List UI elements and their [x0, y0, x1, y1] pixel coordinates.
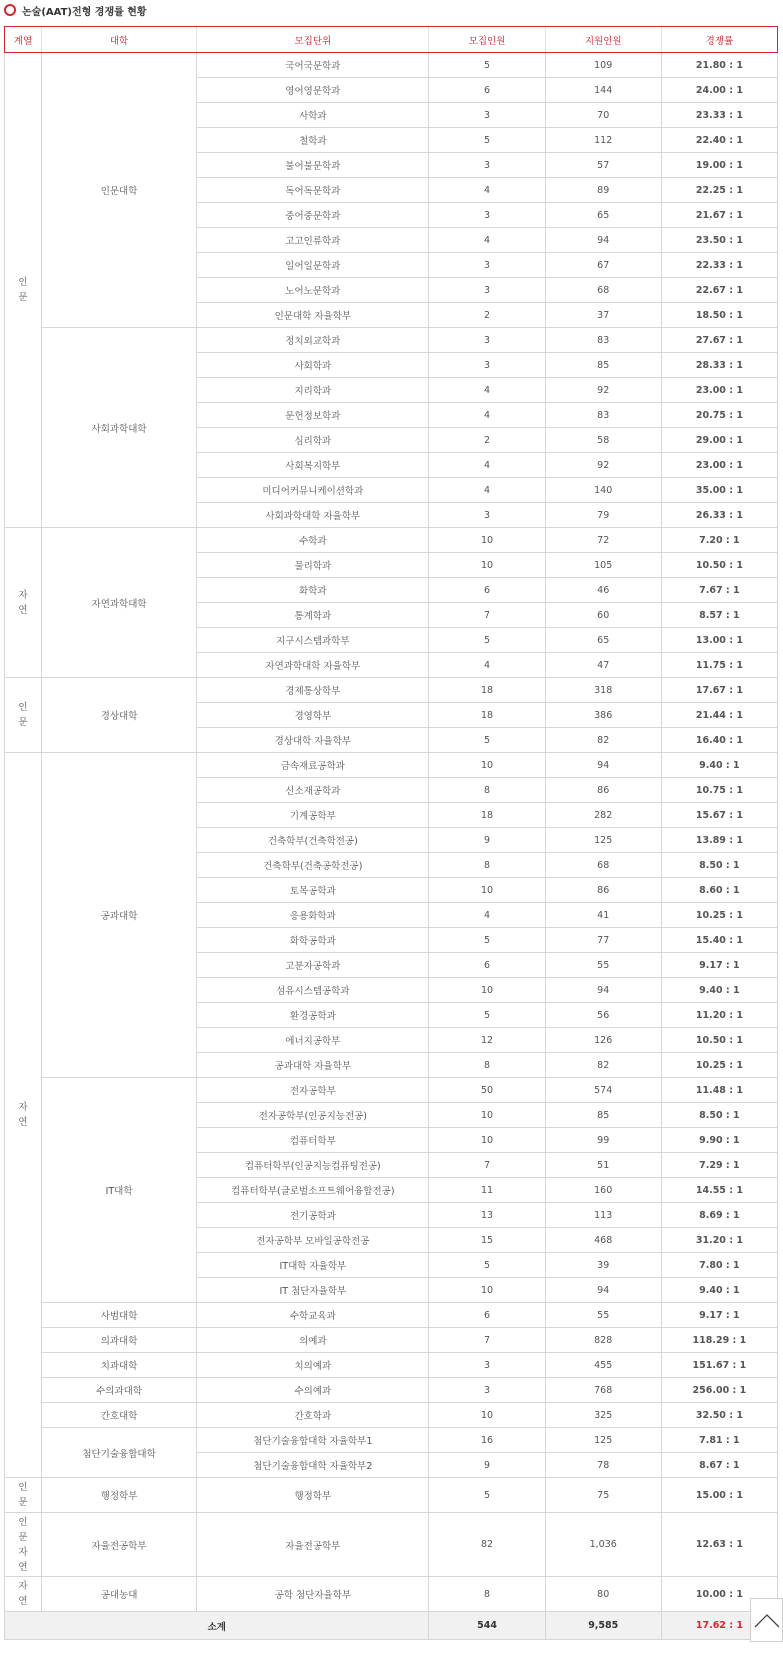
ratio-cell: 23.00 : 1	[661, 453, 777, 478]
unit-cell: 미디어커뮤니케이션학과	[197, 478, 429, 503]
unit-cell: 응용화학과	[197, 903, 429, 928]
table-row	[5, 1513, 778, 1577]
applicants-cell: 468	[545, 1228, 661, 1253]
unit-cell: 사회복지학부	[197, 453, 429, 478]
ratio-cell: 9.17 : 1	[661, 953, 777, 978]
unit-cell: 신소재공학과	[197, 778, 429, 803]
column-header-ratio: 경쟁률	[661, 27, 777, 53]
unit-cell: 에너지공학부	[197, 1028, 429, 1053]
table-row	[5, 753, 778, 778]
unit-cell: 화학공학과	[197, 928, 429, 953]
applicants-cell: 94	[545, 753, 661, 778]
applicants-cell: 99	[545, 1128, 661, 1153]
unit-cell: 영어영문학과	[197, 78, 429, 103]
quota-cell: 10	[429, 1128, 545, 1153]
column-header-applicants: 지원인원	[545, 27, 661, 53]
applicants-cell: 85	[545, 353, 661, 378]
quota-cell: 4	[429, 403, 545, 428]
applicants-cell: 89	[545, 178, 661, 203]
ratio-cell: 17.67 : 1	[661, 678, 777, 703]
applicants-cell: 51	[545, 1153, 661, 1178]
quota-cell: 8	[429, 778, 545, 803]
quota-cell: 6	[429, 78, 545, 103]
unit-cell: 건축학부(건축학전공)	[197, 828, 429, 853]
college-cell: 자율전공학부	[41, 1513, 196, 1577]
ratio-cell: 8.60 : 1	[661, 878, 777, 903]
quota-cell: 4	[429, 478, 545, 503]
ratio-cell: 22.33 : 1	[661, 253, 777, 278]
quota-cell: 50	[429, 1078, 545, 1103]
ratio-cell: 23.33 : 1	[661, 103, 777, 128]
ratio-cell: 26.33 : 1	[661, 503, 777, 528]
bullet-circle-icon	[4, 4, 16, 16]
ratio-cell: 23.00 : 1	[661, 378, 777, 403]
ratio-cell: 8.50 : 1	[661, 1103, 777, 1128]
applicants-cell: 57	[545, 153, 661, 178]
unit-cell: 사회학과	[197, 353, 429, 378]
applicants-cell: 82	[545, 1053, 661, 1078]
quota-cell: 11	[429, 1178, 545, 1203]
unit-cell: 행정학부	[197, 1478, 429, 1513]
ratio-cell: 10.25 : 1	[661, 903, 777, 928]
column-header-unit: 모집단위	[197, 27, 429, 53]
quota-cell: 10	[429, 978, 545, 1003]
college-cell: 행정학부	[41, 1478, 196, 1513]
quota-cell: 16	[429, 1428, 545, 1453]
quota-cell: 6	[429, 578, 545, 603]
unit-cell: 고고인류학과	[197, 228, 429, 253]
unit-cell: 중어중문학과	[197, 203, 429, 228]
category-cell: 자 연	[5, 528, 42, 678]
ratio-cell: 10.00 : 1	[661, 1577, 777, 1612]
applicants-cell: 144	[545, 78, 661, 103]
ratio-cell: 21.80 : 1	[661, 53, 777, 78]
unit-cell: 수의예과	[197, 1378, 429, 1403]
unit-cell: 국어국문학과	[197, 53, 429, 78]
total-label: 소계	[5, 1612, 429, 1640]
category-cell: 자 연	[5, 753, 42, 1478]
unit-cell: 컴퓨터학부	[197, 1128, 429, 1153]
ratio-cell: 19.00 : 1	[661, 153, 777, 178]
quota-cell: 7	[429, 603, 545, 628]
unit-cell: 정치외교학과	[197, 328, 429, 353]
unit-cell: IT 첨단자율학부	[197, 1278, 429, 1303]
competition-table	[4, 26, 778, 1640]
unit-cell: 사회과학대학 자율학부	[197, 503, 429, 528]
applicants-cell: 82	[545, 728, 661, 753]
quota-cell: 13	[429, 1203, 545, 1228]
applicants-cell: 574	[545, 1078, 661, 1103]
ratio-cell: 31.20 : 1	[661, 1228, 777, 1253]
ratio-cell: 10.50 : 1	[661, 1028, 777, 1053]
unit-cell: 지리학과	[197, 378, 429, 403]
applicants-cell: 68	[545, 853, 661, 878]
quota-cell: 2	[429, 428, 545, 453]
unit-cell: 건축학부(건축공학전공)	[197, 853, 429, 878]
quota-cell: 2	[429, 303, 545, 328]
quota-cell: 5	[429, 1253, 545, 1278]
ratio-cell: 11.20 : 1	[661, 1003, 777, 1028]
ratio-cell: 14.55 : 1	[661, 1178, 777, 1203]
quota-cell: 7	[429, 1153, 545, 1178]
quota-cell: 8	[429, 853, 545, 878]
college-cell: 공과대학	[41, 753, 196, 1078]
ratio-cell: 13.89 : 1	[661, 828, 777, 853]
applicants-cell: 86	[545, 878, 661, 903]
unit-cell: 화학과	[197, 578, 429, 603]
ratio-cell: 10.50 : 1	[661, 553, 777, 578]
quota-cell: 5	[429, 128, 545, 153]
quota-cell: 10	[429, 1403, 545, 1428]
ratio-cell: 8.50 : 1	[661, 853, 777, 878]
chevron-up-icon	[752, 1610, 782, 1630]
applicants-cell: 125	[545, 1428, 661, 1453]
ratio-cell: 9.40 : 1	[661, 753, 777, 778]
quota-cell: 3	[429, 278, 545, 303]
applicants-cell: 113	[545, 1203, 661, 1228]
ratio-cell: 256.00 : 1	[661, 1378, 777, 1403]
quota-cell: 82	[429, 1513, 545, 1577]
college-cell: 사범대학	[41, 1303, 196, 1328]
applicants-cell: 140	[545, 478, 661, 503]
quota-cell: 6	[429, 953, 545, 978]
quota-cell: 18	[429, 678, 545, 703]
quota-cell: 8	[429, 1577, 545, 1612]
quota-cell: 3	[429, 253, 545, 278]
table-row	[5, 1303, 778, 1328]
quota-cell: 9	[429, 828, 545, 853]
unit-cell: 문헌정보학과	[197, 403, 429, 428]
ratio-cell: 28.33 : 1	[661, 353, 777, 378]
total-applicants: 9,585	[545, 1612, 661, 1640]
column-header-quota: 모집인원	[429, 27, 545, 53]
quota-cell: 3	[429, 353, 545, 378]
ratio-cell: 151.67 : 1	[661, 1353, 777, 1378]
ratio-cell: 22.25 : 1	[661, 178, 777, 203]
ratio-cell: 8.67 : 1	[661, 1453, 777, 1478]
ratio-cell: 18.50 : 1	[661, 303, 777, 328]
unit-cell: 불어불문학과	[197, 153, 429, 178]
category-cell: 인 문	[5, 1478, 42, 1513]
applicants-cell: 94	[545, 1278, 661, 1303]
applicants-cell: 94	[545, 978, 661, 1003]
applicants-cell: 92	[545, 378, 661, 403]
ratio-cell: 9.40 : 1	[661, 1278, 777, 1303]
applicants-cell: 160	[545, 1178, 661, 1203]
applicants-cell: 67	[545, 253, 661, 278]
unit-cell: 경영학부	[197, 703, 429, 728]
unit-cell: 자율전공학부	[197, 1513, 429, 1577]
quota-cell: 10	[429, 553, 545, 578]
unit-cell: 심리학과	[197, 428, 429, 453]
applicants-cell: 70	[545, 103, 661, 128]
unit-cell: 인문대학 자율학부	[197, 303, 429, 328]
table-row	[5, 1328, 778, 1353]
ratio-cell: 118.29 : 1	[661, 1328, 777, 1353]
ratio-cell: 22.67 : 1	[661, 278, 777, 303]
applicants-cell: 112	[545, 128, 661, 153]
unit-cell: 공과대학 자율학부	[197, 1053, 429, 1078]
quota-cell: 9	[429, 1453, 545, 1478]
applicants-cell: 1,036	[545, 1513, 661, 1577]
total-ratio: 17.62 : 1	[661, 1612, 777, 1640]
unit-cell: 섬유시스템공학과	[197, 978, 429, 1003]
unit-cell: 경상대학 자율학부	[197, 728, 429, 753]
quota-cell: 5	[429, 1003, 545, 1028]
ratio-cell: 29.00 : 1	[661, 428, 777, 453]
college-cell: 첨단기술융합대학	[41, 1428, 196, 1478]
applicants-cell: 126	[545, 1028, 661, 1053]
unit-cell: 치의예과	[197, 1353, 429, 1378]
quota-cell: 7	[429, 1328, 545, 1353]
unit-cell: 노어노문학과	[197, 278, 429, 303]
applicants-cell: 72	[545, 528, 661, 553]
unit-cell: 지구시스템과학부	[197, 628, 429, 653]
unit-cell: 수학과	[197, 528, 429, 553]
applicants-cell: 55	[545, 953, 661, 978]
ratio-cell: 10.25 : 1	[661, 1053, 777, 1078]
quota-cell: 5	[429, 1478, 545, 1513]
applicants-cell: 47	[545, 653, 661, 678]
unit-cell: 환경공학과	[197, 1003, 429, 1028]
ratio-cell: 15.67 : 1	[661, 803, 777, 828]
scroll-to-top-button[interactable]	[750, 1598, 783, 1642]
applicants-cell: 77	[545, 928, 661, 953]
applicants-cell: 828	[545, 1328, 661, 1353]
table-header-row	[5, 27, 778, 53]
applicants-cell: 318	[545, 678, 661, 703]
ratio-cell: 7.67 : 1	[661, 578, 777, 603]
unit-cell: 일어일문학과	[197, 253, 429, 278]
ratio-cell: 7.80 : 1	[661, 1253, 777, 1278]
college-cell: 치과대학	[41, 1353, 196, 1378]
unit-cell: 수학교육과	[197, 1303, 429, 1328]
table-row	[5, 678, 778, 703]
applicants-cell: 455	[545, 1353, 661, 1378]
applicants-cell: 56	[545, 1003, 661, 1028]
unit-cell: 독어독문학과	[197, 178, 429, 203]
applicants-cell: 68	[545, 278, 661, 303]
unit-cell: 토목공학과	[197, 878, 429, 903]
applicants-cell: 75	[545, 1478, 661, 1513]
college-cell: 자연과학대학	[41, 528, 196, 678]
applicants-cell: 65	[545, 628, 661, 653]
quota-cell: 3	[429, 1353, 545, 1378]
college-cell: 사회과학대학	[41, 328, 196, 528]
table-row	[5, 328, 778, 353]
unit-cell: 철학과	[197, 128, 429, 153]
applicants-cell: 85	[545, 1103, 661, 1128]
applicants-cell: 109	[545, 53, 661, 78]
quota-cell: 5	[429, 928, 545, 953]
unit-cell: 간호학과	[197, 1403, 429, 1428]
ratio-cell: 21.44 : 1	[661, 703, 777, 728]
category-cell: 인 문 자 연	[5, 1513, 42, 1577]
applicants-cell: 80	[545, 1577, 661, 1612]
applicants-cell: 92	[545, 453, 661, 478]
unit-cell: 첨단기술융합대학 자율학부1	[197, 1428, 429, 1453]
quota-cell: 5	[429, 728, 545, 753]
ratio-cell: 22.40 : 1	[661, 128, 777, 153]
unit-cell: IT대학 자율학부	[197, 1253, 429, 1278]
quota-cell: 6	[429, 1303, 545, 1328]
college-cell: 공대농대	[41, 1577, 196, 1612]
applicants-cell: 386	[545, 703, 661, 728]
college-cell: 인문대학	[41, 53, 196, 328]
table-body	[5, 53, 778, 1612]
ratio-cell: 10.75 : 1	[661, 778, 777, 803]
quota-cell: 18	[429, 703, 545, 728]
unit-cell: 금속재료공학과	[197, 753, 429, 778]
quota-cell: 10	[429, 753, 545, 778]
ratio-cell: 32.50 : 1	[661, 1403, 777, 1428]
quota-cell: 18	[429, 803, 545, 828]
unit-cell: 자연과학대학 자율학부	[197, 653, 429, 678]
applicants-cell: 41	[545, 903, 661, 928]
college-cell: IT대학	[41, 1078, 196, 1303]
applicants-cell: 78	[545, 1453, 661, 1478]
quota-cell: 4	[429, 653, 545, 678]
ratio-cell: 13.00 : 1	[661, 628, 777, 653]
table-row	[5, 1378, 778, 1403]
section-title-text: 논술(AAT)전형 경쟁률 현황	[22, 6, 147, 18]
quota-cell: 5	[429, 53, 545, 78]
quota-cell: 4	[429, 903, 545, 928]
quota-cell: 5	[429, 628, 545, 653]
applicants-cell: 86	[545, 778, 661, 803]
ratio-cell: 24.00 : 1	[661, 78, 777, 103]
applicants-cell: 60	[545, 603, 661, 628]
ratio-cell: 7.29 : 1	[661, 1153, 777, 1178]
unit-cell: 전자공학부(인공지능전공)	[197, 1103, 429, 1128]
ratio-cell: 9.90 : 1	[661, 1128, 777, 1153]
table-row	[5, 528, 778, 553]
quota-cell: 4	[429, 378, 545, 403]
ratio-cell: 9.17 : 1	[661, 1303, 777, 1328]
unit-cell: 컴퓨터학부(글로벌소프트웨어융합전공)	[197, 1178, 429, 1203]
applicants-cell: 55	[545, 1303, 661, 1328]
table-row	[5, 1353, 778, 1378]
ratio-cell: 15.00 : 1	[661, 1478, 777, 1513]
applicants-cell: 768	[545, 1378, 661, 1403]
total-quota: 544	[429, 1612, 545, 1640]
quota-cell: 3	[429, 203, 545, 228]
ratio-cell: 7.20 : 1	[661, 528, 777, 553]
applicants-cell: 65	[545, 203, 661, 228]
unit-cell: 전기공학과	[197, 1203, 429, 1228]
applicants-cell: 83	[545, 328, 661, 353]
quota-cell: 10	[429, 878, 545, 903]
applicants-cell: 282	[545, 803, 661, 828]
ratio-cell: 8.57 : 1	[661, 603, 777, 628]
ratio-cell: 27.67 : 1	[661, 328, 777, 353]
quota-cell: 3	[429, 503, 545, 528]
quota-cell: 15	[429, 1228, 545, 1253]
applicants-cell: 39	[545, 1253, 661, 1278]
ratio-cell: 35.00 : 1	[661, 478, 777, 503]
quota-cell: 3	[429, 103, 545, 128]
applicants-cell: 105	[545, 553, 661, 578]
ratio-cell: 7.81 : 1	[661, 1428, 777, 1453]
total-row	[5, 1612, 778, 1640]
section-title	[4, 2, 147, 18]
quota-cell: 4	[429, 228, 545, 253]
category-cell: 인 문	[5, 53, 42, 528]
quota-cell: 10	[429, 1278, 545, 1303]
quota-cell: 12	[429, 1028, 545, 1053]
unit-cell: 사학과	[197, 103, 429, 128]
applicants-cell: 58	[545, 428, 661, 453]
ratio-cell: 23.50 : 1	[661, 228, 777, 253]
applicants-cell: 46	[545, 578, 661, 603]
unit-cell: 기계공학부	[197, 803, 429, 828]
applicants-cell: 125	[545, 828, 661, 853]
applicants-cell: 325	[545, 1403, 661, 1428]
column-header-category: 계열	[5, 27, 42, 53]
ratio-cell: 21.67 : 1	[661, 203, 777, 228]
unit-cell: 경제통상학부	[197, 678, 429, 703]
ratio-cell: 11.75 : 1	[661, 653, 777, 678]
table-row	[5, 1403, 778, 1428]
table-row	[5, 1577, 778, 1612]
category-cell: 인 문	[5, 678, 42, 753]
college-cell: 경상대학	[41, 678, 196, 753]
quota-cell: 4	[429, 178, 545, 203]
ratio-cell: 9.40 : 1	[661, 978, 777, 1003]
table-row	[5, 1478, 778, 1513]
unit-cell: 통계학과	[197, 603, 429, 628]
quota-cell: 3	[429, 328, 545, 353]
category-cell: 자 연	[5, 1577, 42, 1612]
applicants-cell: 37	[545, 303, 661, 328]
unit-cell: 공학 첨단자율학부	[197, 1577, 429, 1612]
ratio-cell: 20.75 : 1	[661, 403, 777, 428]
quota-cell: 8	[429, 1053, 545, 1078]
unit-cell: 의예과	[197, 1328, 429, 1353]
unit-cell: 고분자공학과	[197, 953, 429, 978]
unit-cell: 첨단기술융합대학 자율학부2	[197, 1453, 429, 1478]
quota-cell: 10	[429, 1103, 545, 1128]
ratio-cell: 15.40 : 1	[661, 928, 777, 953]
applicants-cell: 79	[545, 503, 661, 528]
ratio-cell: 8.69 : 1	[661, 1203, 777, 1228]
ratio-cell: 11.48 : 1	[661, 1078, 777, 1103]
table-row	[5, 1078, 778, 1103]
college-cell: 수의과대학	[41, 1378, 196, 1403]
table-row	[5, 53, 778, 78]
unit-cell: 전자공학부 모바일공학전공	[197, 1228, 429, 1253]
column-header-college: 대학	[41, 27, 196, 53]
table-row	[5, 1428, 778, 1453]
quota-cell: 4	[429, 453, 545, 478]
applicants-cell: 94	[545, 228, 661, 253]
applicants-cell: 83	[545, 403, 661, 428]
quota-cell: 10	[429, 528, 545, 553]
quota-cell: 3	[429, 153, 545, 178]
unit-cell: 전자공학부	[197, 1078, 429, 1103]
ratio-cell: 12.63 : 1	[661, 1513, 777, 1577]
ratio-cell: 16.40 : 1	[661, 728, 777, 753]
unit-cell: 컴퓨터학부(인공지능컴퓨팅전공)	[197, 1153, 429, 1178]
college-cell: 의과대학	[41, 1328, 196, 1353]
quota-cell: 3	[429, 1378, 545, 1403]
college-cell: 간호대학	[41, 1403, 196, 1428]
unit-cell: 물리학과	[197, 553, 429, 578]
